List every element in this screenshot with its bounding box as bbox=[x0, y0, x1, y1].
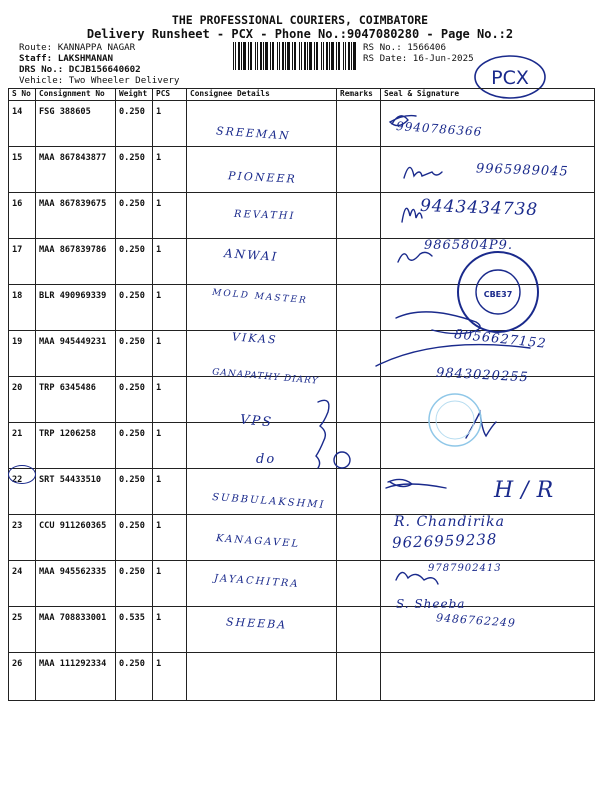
remarks-cell bbox=[337, 469, 381, 515]
col-consignment: Consignment No bbox=[36, 89, 116, 101]
barcode-bar bbox=[260, 42, 262, 70]
signature-cell bbox=[381, 653, 595, 701]
consignment-cell: TRP 1206258 bbox=[36, 423, 116, 469]
handwritten-consignee: GANAPATHY DIARY bbox=[211, 367, 319, 387]
signature-cell bbox=[381, 377, 595, 423]
handwritten-consignee: SUBBULAKSHMI bbox=[211, 492, 326, 511]
drs-number: DRS No.: DCJB156640602 bbox=[19, 64, 141, 75]
signature-cell bbox=[381, 285, 595, 331]
barcode-bar bbox=[331, 42, 334, 70]
remarks-cell bbox=[337, 377, 381, 423]
barcode-bar bbox=[345, 42, 346, 70]
pcs-cell: 1 bbox=[153, 423, 187, 469]
rs-number: RS No.: 1566406 bbox=[363, 42, 446, 53]
handwritten-consignee: SREEMAN bbox=[215, 124, 292, 143]
handwritten-name: S. Sheeba bbox=[396, 597, 466, 611]
weight-cell: 0.250 bbox=[116, 469, 153, 515]
remarks-cell bbox=[337, 331, 381, 377]
handwritten-consignee: ANWAI bbox=[223, 246, 279, 264]
handwritten-signature: 9486762249 bbox=[435, 611, 517, 630]
barcode-bar bbox=[348, 42, 350, 70]
remarks-cell bbox=[337, 193, 381, 239]
weight-cell: 0.250 bbox=[116, 653, 153, 701]
handwritten-name: R. Chandirika bbox=[394, 514, 505, 530]
handwritten-signature: 9443434738 bbox=[419, 195, 539, 221]
barcode-bar bbox=[257, 42, 258, 70]
pcs-cell: 1 bbox=[153, 515, 187, 561]
vehicle-label: Vehicle: Two Wheeler Delivery bbox=[19, 75, 180, 86]
barcode-bar bbox=[326, 42, 328, 70]
table-row bbox=[9, 101, 595, 147]
barcode-bar bbox=[285, 42, 286, 70]
handwritten-consignee: SHEEBA bbox=[225, 615, 288, 632]
barcode-bar bbox=[292, 42, 293, 70]
barcode-bar bbox=[301, 42, 302, 70]
handwritten-signature: 9865804P9. bbox=[424, 238, 514, 253]
consignment-cell: MAA 867839786 bbox=[36, 239, 116, 285]
barcode-bar bbox=[321, 42, 322, 70]
remarks-cell bbox=[337, 561, 381, 607]
sno-cell: 17 bbox=[9, 239, 36, 285]
barcode-bar bbox=[243, 42, 246, 70]
barcode-bar bbox=[353, 42, 356, 70]
consignee-cell bbox=[187, 653, 337, 701]
barcode-bar bbox=[343, 42, 344, 70]
handwritten-signature: 9626959238 bbox=[391, 530, 498, 552]
barcode-bar bbox=[250, 42, 252, 70]
table-row bbox=[9, 285, 595, 331]
consignment-cell: CCU 911260365 bbox=[36, 515, 116, 561]
weight-cell: 0.250 bbox=[116, 331, 153, 377]
barcode-bar bbox=[235, 42, 236, 70]
col-sno: S No bbox=[9, 89, 36, 101]
remarks-cell bbox=[337, 653, 381, 701]
weight-cell: 0.250 bbox=[116, 515, 153, 561]
signature-cell bbox=[381, 469, 595, 515]
consignment-cell: BLR 490969339 bbox=[36, 285, 116, 331]
table-row bbox=[9, 607, 595, 653]
company-title: THE PROFESSIONAL COURIERS, COIMBATORE bbox=[171, 13, 429, 27]
remarks-cell bbox=[337, 147, 381, 193]
weight-cell: 0.250 bbox=[116, 285, 153, 331]
sno-cell: 16 bbox=[9, 193, 36, 239]
table-row bbox=[9, 423, 595, 469]
weight-cell: 0.250 bbox=[116, 147, 153, 193]
barcode-image bbox=[232, 42, 356, 70]
col-weight: Weight bbox=[116, 89, 153, 101]
pcx-stamp-text: PCX bbox=[491, 67, 529, 89]
sno-cell: 14 bbox=[9, 101, 36, 147]
weight-cell: 0.535 bbox=[116, 607, 153, 653]
sno-cell: 22 bbox=[9, 469, 36, 515]
pcs-cell: 1 bbox=[153, 101, 187, 147]
barcode-bar bbox=[307, 42, 308, 70]
row-23-circle-mark bbox=[8, 465, 36, 484]
barcode-bar bbox=[287, 42, 290, 70]
signature-cell bbox=[381, 607, 595, 653]
consignment-cell: MAA 708833001 bbox=[36, 607, 116, 653]
weight-cell: 0.250 bbox=[116, 377, 153, 423]
barcode-bar bbox=[314, 42, 315, 70]
remarks-cell bbox=[337, 515, 381, 561]
sno-cell: 15 bbox=[9, 147, 36, 193]
pcs-cell: 1 bbox=[153, 285, 187, 331]
table-row bbox=[9, 515, 595, 561]
sno-cell: 24 bbox=[9, 561, 36, 607]
route-label: Route: KANNAPPA NAGAR bbox=[19, 42, 136, 53]
barcode-bar bbox=[265, 42, 268, 70]
consignment-cell: MAA 867843877 bbox=[36, 147, 116, 193]
handwritten-consignee: JAYACHITRA bbox=[213, 573, 300, 590]
sno-cell: 18 bbox=[9, 285, 36, 331]
barcode-bar bbox=[255, 42, 256, 70]
sno-cell: 21 bbox=[9, 423, 36, 469]
seal-text: CBE37 bbox=[483, 290, 513, 299]
consignment-cell: TRP 6345486 bbox=[36, 377, 116, 423]
col-consignee: Consignee Details bbox=[187, 89, 337, 101]
pcs-cell: 1 bbox=[153, 469, 187, 515]
table-row bbox=[9, 561, 595, 607]
barcode-bar bbox=[270, 42, 271, 70]
handwritten-signature: 9787902413 bbox=[428, 563, 502, 574]
rs-date: RS Date: 16-Jun-2025 bbox=[363, 53, 474, 64]
handwritten-signature: 9843020255 bbox=[435, 365, 530, 386]
table-header-row bbox=[9, 89, 595, 101]
pcs-cell: 1 bbox=[153, 653, 187, 701]
col-remarks: Remarks bbox=[337, 89, 381, 101]
remarks-cell bbox=[337, 101, 381, 147]
barcode-bar bbox=[238, 42, 240, 70]
consignment-cell: MAA 867839675 bbox=[36, 193, 116, 239]
barcode-bar bbox=[294, 42, 296, 70]
remarks-cell bbox=[337, 285, 381, 331]
barcode-bar bbox=[336, 42, 337, 70]
pcs-cell: 1 bbox=[153, 239, 187, 285]
consignment-cell: SRT 54433510 bbox=[36, 469, 116, 515]
handwritten-signature: H/R bbox=[494, 478, 562, 503]
runsheet-subtitle: Delivery Runsheet - PCX - Phone No.:9047080280 - Page No.:2 bbox=[86, 27, 514, 41]
staff-label: Staff: LAKSHMANAN bbox=[19, 53, 114, 64]
handwritten-consignee: PIONEER bbox=[227, 169, 298, 186]
sno-cell: 19 bbox=[9, 331, 36, 377]
barcode-bar bbox=[338, 42, 340, 70]
barcode-bar bbox=[279, 42, 280, 70]
barcode-bar bbox=[309, 42, 312, 70]
signature-cell bbox=[381, 423, 595, 469]
pcs-cell: 1 bbox=[153, 561, 187, 607]
col-pcs: PCS bbox=[153, 89, 187, 101]
barcode-bar bbox=[233, 42, 234, 70]
pcs-cell: 1 bbox=[153, 607, 187, 653]
col-seal-signature: Seal & Signature bbox=[381, 89, 595, 101]
consignment-cell: MAA 945449231 bbox=[36, 331, 116, 377]
weight-cell: 0.250 bbox=[116, 239, 153, 285]
handwritten-signature: 8056627152 bbox=[453, 327, 548, 352]
pcs-cell: 1 bbox=[153, 377, 187, 423]
barcode-bar bbox=[304, 42, 306, 70]
barcode-bar bbox=[241, 42, 242, 70]
sno-cell: 23 bbox=[9, 515, 36, 561]
pcs-cell: 1 bbox=[153, 147, 187, 193]
table-row bbox=[9, 653, 595, 701]
handwritten-consignee: do bbox=[256, 452, 277, 467]
sno-cell: 20 bbox=[9, 377, 36, 423]
handwritten-consignee: KANAGAVEL bbox=[215, 533, 301, 550]
remarks-cell bbox=[337, 423, 381, 469]
barcode-bar bbox=[316, 42, 318, 70]
barcode-bar bbox=[329, 42, 330, 70]
barcode-bar bbox=[351, 42, 352, 70]
runsheet-table bbox=[8, 88, 595, 701]
handwritten-consignee: MOLD MASTER bbox=[211, 287, 309, 307]
barcode-bar bbox=[277, 42, 278, 70]
barcode-bar bbox=[323, 42, 324, 70]
barcode-bar bbox=[272, 42, 274, 70]
remarks-cell bbox=[337, 239, 381, 285]
remarks-cell bbox=[337, 607, 381, 653]
barcode-bar bbox=[248, 42, 249, 70]
handwritten-consignee: VPS bbox=[239, 412, 274, 431]
barcode-bar bbox=[299, 42, 300, 70]
weight-cell: 0.250 bbox=[116, 193, 153, 239]
pcs-cell: 1 bbox=[153, 193, 187, 239]
handwritten-consignee: VIKAS bbox=[231, 330, 278, 347]
weight-cell: 0.250 bbox=[116, 101, 153, 147]
sno-cell: 26 bbox=[9, 653, 36, 701]
weight-cell: 0.250 bbox=[116, 561, 153, 607]
barcode-bar bbox=[263, 42, 264, 70]
consignment-cell: MAA 111292334 bbox=[36, 653, 116, 701]
weight-cell: 0.250 bbox=[116, 423, 153, 469]
handwritten-consignee: REVATHI bbox=[233, 208, 296, 223]
consignment-cell: MAA 945562335 bbox=[36, 561, 116, 607]
consignee-cell bbox=[187, 147, 337, 193]
pcs-cell: 1 bbox=[153, 331, 187, 377]
sno-cell: 25 bbox=[9, 607, 36, 653]
handwritten-signature: 9965989045 bbox=[475, 161, 569, 180]
handwritten-signature: 9940786366 bbox=[395, 119, 483, 139]
consignment-cell: FSG 388605 bbox=[36, 101, 116, 147]
barcode-bar bbox=[282, 42, 284, 70]
